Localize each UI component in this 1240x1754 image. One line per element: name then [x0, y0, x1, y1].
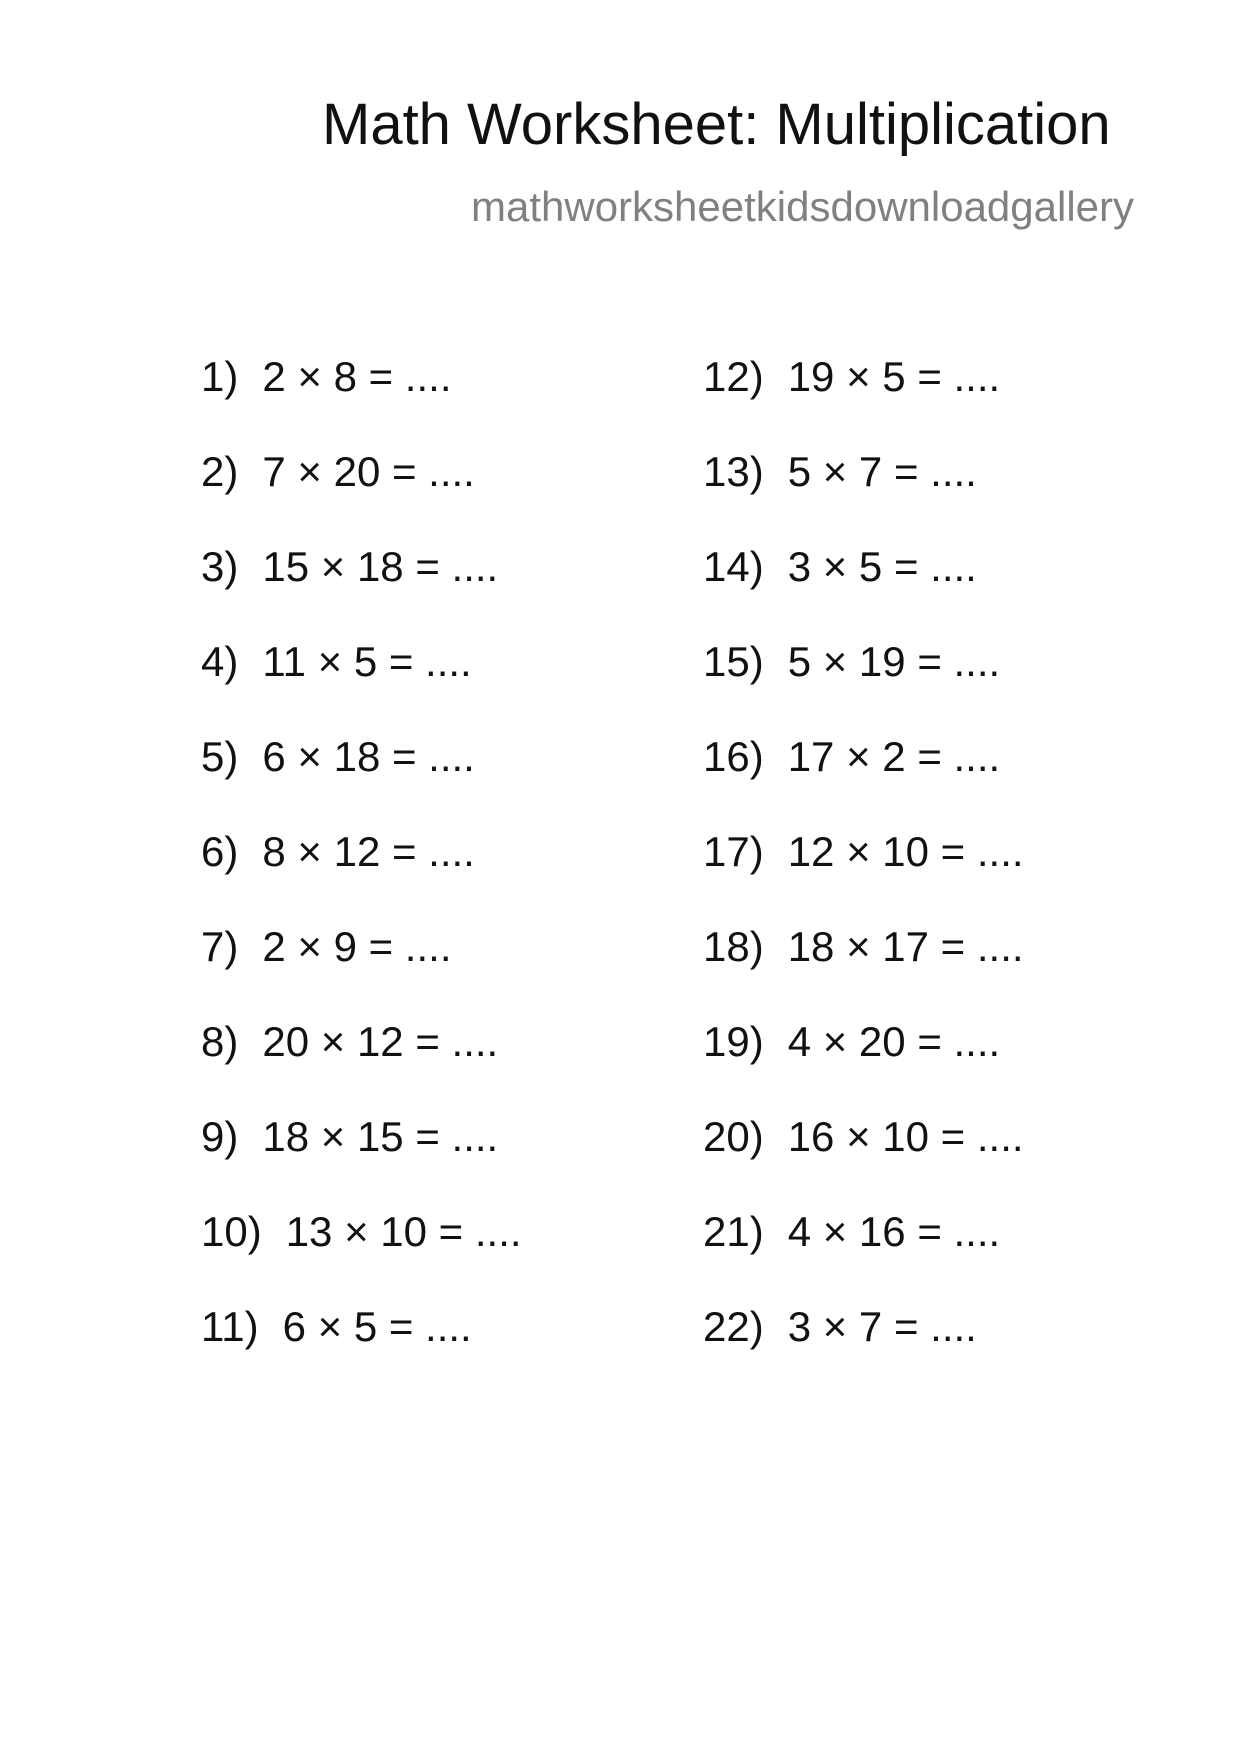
problem-item — [201, 450, 522, 545]
problem-number: 5) — [201, 733, 239, 780]
problem-expression: 6 × 5 = .... — [282, 1303, 472, 1350]
problem-item — [703, 830, 1024, 925]
problem-item — [201, 640, 522, 735]
problem-expression: 20 × 12 = .... — [262, 1018, 499, 1065]
problem-number: 1) — [201, 353, 239, 400]
problem-item — [201, 1020, 522, 1115]
worksheet-subtitle: mathworksheetkidsdownloadgallery — [471, 183, 1135, 230]
problem-number: 14) — [703, 543, 764, 590]
problem-item — [201, 830, 522, 925]
problem-number: 21) — [703, 1208, 764, 1255]
problem-number: 19) — [703, 1018, 764, 1065]
problem-column-left — [201, 355, 522, 1400]
problem-expression: 2 × 9 = .... — [262, 923, 452, 970]
problem-item — [201, 1210, 522, 1305]
problem-number: 15) — [703, 638, 764, 685]
problem-expression: 11 × 5 = .... — [262, 638, 472, 685]
problem-expression: 18 × 17 = .... — [787, 923, 1024, 970]
problem-item — [201, 355, 522, 450]
problem-number: 6) — [201, 828, 239, 875]
problem-number: 11) — [201, 1303, 259, 1350]
problem-expression: 5 × 19 = .... — [787, 638, 1001, 685]
problem-expression: 8 × 12 = .... — [262, 828, 475, 875]
problem-number: 16) — [703, 733, 764, 780]
problem-number: 7) — [201, 923, 239, 970]
problem-expression: 12 × 10 = .... — [787, 828, 1024, 875]
problem-number: 18) — [703, 923, 764, 970]
problem-item — [703, 1020, 1024, 1115]
problem-number: 12) — [703, 353, 764, 400]
problem-column-right — [703, 355, 1024, 1400]
problem-item — [201, 925, 522, 1020]
problem-number: 17) — [703, 828, 764, 875]
problem-item — [703, 735, 1024, 830]
problem-expression: 19 × 5 = .... — [787, 353, 1001, 400]
problem-item — [201, 1305, 522, 1400]
problem-expression: 4 × 16 = .... — [787, 1208, 1001, 1255]
problem-number: 10) — [201, 1208, 262, 1255]
problem-number: 4) — [201, 638, 239, 685]
problem-number: 8) — [201, 1018, 239, 1065]
worksheet-title: Math Worksheet: Multiplication — [322, 92, 1111, 157]
problem-expression: 3 × 5 = .... — [787, 543, 977, 590]
problem-item — [703, 355, 1024, 450]
problem-expression: 16 × 10 = .... — [787, 1113, 1024, 1160]
problem-item — [201, 1115, 522, 1210]
problem-expression: 2 × 8 = .... — [262, 353, 452, 400]
problem-number: 9) — [201, 1113, 239, 1160]
problem-number: 13) — [703, 448, 764, 495]
problem-expression: 15 × 18 = .... — [262, 543, 499, 590]
problem-expression: 13 × 10 = .... — [285, 1208, 522, 1255]
problem-expression: 5 × 7 = .... — [787, 448, 977, 495]
problem-number: 22) — [703, 1303, 764, 1350]
problem-expression: 7 × 20 = .... — [262, 448, 475, 495]
problem-item — [703, 450, 1024, 545]
problem-expression: 18 × 15 = .... — [262, 1113, 499, 1160]
problem-number: 3) — [201, 543, 239, 590]
problem-item — [703, 1115, 1024, 1210]
problem-item — [703, 640, 1024, 735]
problem-item — [201, 735, 522, 830]
problem-number: 2) — [201, 448, 239, 495]
problem-item — [201, 545, 522, 640]
problem-number: 20) — [703, 1113, 764, 1160]
problem-expression: 3 × 7 = .... — [787, 1303, 977, 1350]
problem-item — [703, 545, 1024, 640]
problem-item — [703, 925, 1024, 1020]
problem-item — [703, 1305, 1024, 1400]
problem-expression: 4 × 20 = .... — [787, 1018, 1001, 1065]
problem-expression: 17 × 2 = .... — [787, 733, 1001, 780]
problem-expression: 6 × 18 = .... — [262, 733, 475, 780]
problem-item — [703, 1210, 1024, 1305]
